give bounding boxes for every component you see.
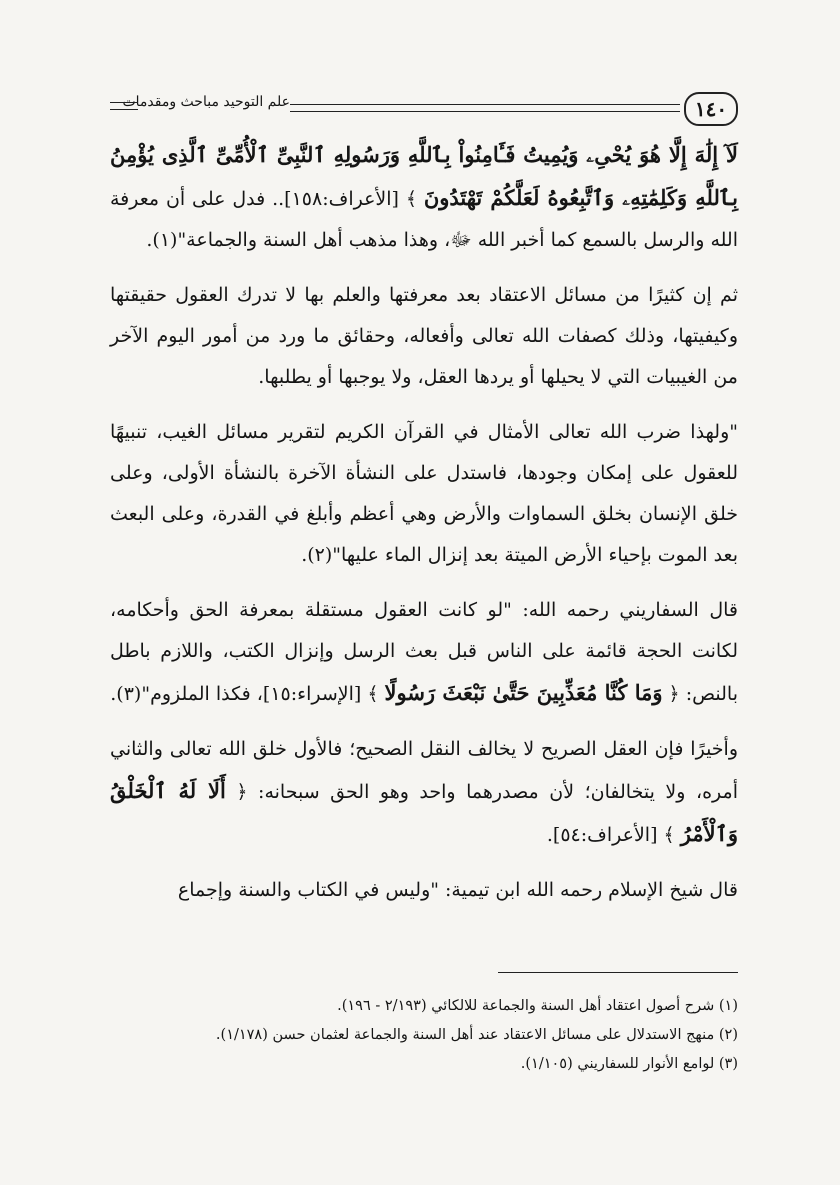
paragraph-5 xyxy=(110,729,738,856)
quran-verse: أَلَا لَهُ ٱلْخَلْقُ وَٱلْأَمْرُ xyxy=(110,778,738,846)
quran-close-bracket: ﴾ xyxy=(663,824,675,846)
verse-reference: [الأعراف:٥٤]. xyxy=(546,824,658,846)
header-dash xyxy=(110,102,138,110)
quran-open-bracket: ﴿ xyxy=(236,781,248,803)
verse-reference: [الأعراف:١٥٨] xyxy=(284,188,399,210)
paragraph-1 xyxy=(110,134,738,261)
paragraph-tail: ، فكذا الملزوم"(٣). xyxy=(110,683,263,705)
footnote-2: (٢) منهج الاستدلال على مسائل الاعتقاد عند أهل السنة والجماعة لعثمان حسن (١/١٧٨). xyxy=(215,1027,738,1043)
main-text xyxy=(110,134,738,925)
quran-verse: وَمَا كُنَّا مُعَذِّبِينَ حَتَّىٰ نَبْعَثَ رَسُولًا xyxy=(384,680,663,705)
page-number: ١٤٠ xyxy=(684,92,738,126)
footnotes xyxy=(110,992,738,1079)
paragraph-2: ثم إن كثيرًا من مسائل الاعتقاد بعد معرفتها والعلم بها لا تدرك العقول حقيقتها وكيفيتها، وذلك كصفات الله تعالى وأفعاله، وحقائق ما ورد من أمور اليوم الآخر من الغيبيات التي لا يحيلها أو يردها العقل، ولا يوجبها أو يطلبها. xyxy=(110,284,738,388)
footnote-3: (٣) لوامع الأنوار للسفاريني (١/١٠٥). xyxy=(520,1056,738,1072)
paragraph-text: وأخيرًا فإن العقل الصريح لا يخالف النقل الصحيح؛ فالأول خلق الله تعالى والثاني أمره، ولا يتخالفان؛ لأن مصدرهما واحد وهو الحق سبحانه: xyxy=(110,738,738,803)
verse-reference: [الإسراء:١٥] xyxy=(262,683,362,705)
running-title: علم التوحيد مباحث ومقدمات xyxy=(122,94,290,110)
quran-verse: لَآ إِلَٰهَ إِلَّا هُوَ يُحْىِۦ وَيُمِيتُ فَـَٔامِنُواْ بِٱللَّهِ وَرَسُولِهِ ٱلنَّبِىِّ ٱلْأُمِّىِّ ٱلَّذِى يُؤْمِنُ بِٱللَّهِ وَكَلِمَٰتِهِۦ وَٱتَّبِعُوهُ لَعَلَّكُمْ تَهْتَدُونَ xyxy=(110,142,739,210)
paragraph-text: قال السفاريني رحمه الله: "لو كانت العقول مستقلة بمعرفة الحق وأحكامه، لكانت الحجة قائمة على الناس قبل بعث الرسل وإنزال الكتب، واللازم باطل بالنص: xyxy=(110,599,738,705)
quran-close-bracket: ﴾ xyxy=(405,188,417,210)
paragraph-6: قال شيخ الإسلام رحمه الله ابن تيمية: "وليس في الكتاب والسنة وإجماع xyxy=(177,879,738,901)
paragraph-3: "ولهذا ضرب الله تعالى الأمثال في القرآن الكريم لتقرير مسائل الغيب، تنبيهًا للعقول على إمكان وجودها، فاستدل على النشأة الآخرة بالنشأة الأولى، وعلى خلق الإنسان بخلق السماوات والأرض وهي أعظم وأبلغ في القدرة، وعلى البعث بعد الموت بإحياء الأرض الميتة بعد إنزال الماء عليها"(٢). xyxy=(110,421,738,566)
paragraph-text: .. فدل على أن معرفة الله والرسل بالسمع كما أخبر الله ﷻ، وهذا مذهب أهل السنة والجماعة"(١). xyxy=(110,188,738,251)
header-rule xyxy=(290,104,680,112)
quran-open-bracket: ﴿ xyxy=(668,683,680,705)
quran-close-bracket: ﴾ xyxy=(367,683,379,705)
footnote-rule xyxy=(498,972,738,973)
footnote-1: (١) شرح أصول اعتقاد أهل السنة والجماعة للالكائي (٢/١٩٣ - ١٩٦). xyxy=(337,998,738,1014)
page-header xyxy=(110,92,738,126)
paragraph-4 xyxy=(110,590,738,715)
